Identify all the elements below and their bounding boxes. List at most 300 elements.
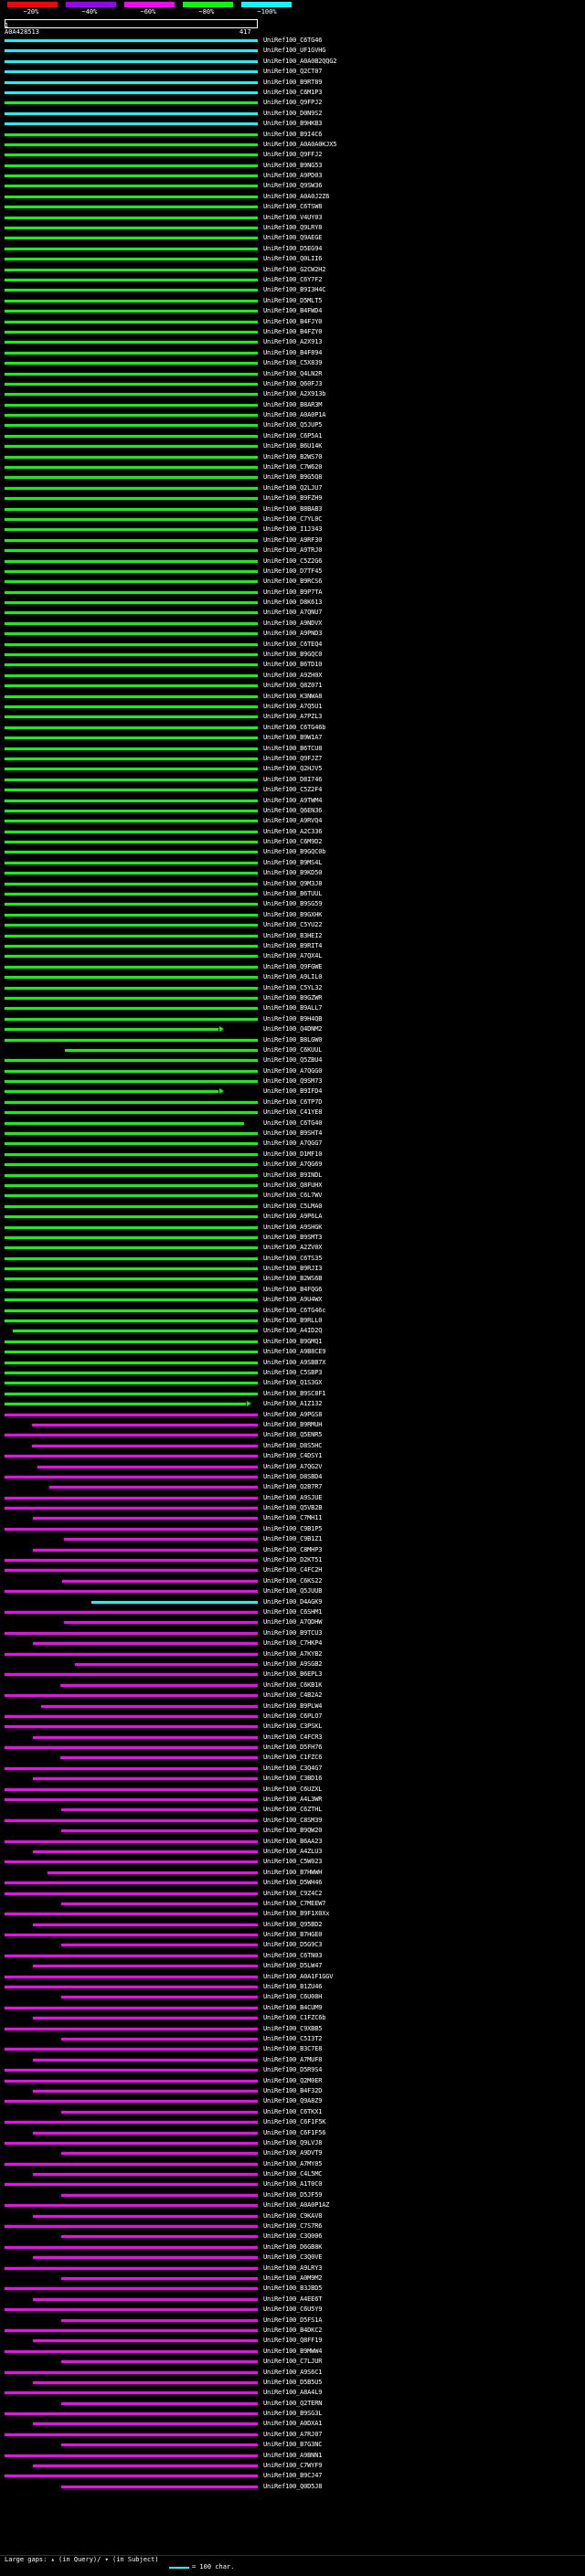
alignment-row[interactable] <box>0 1129 585 1139</box>
alignment-row[interactable] <box>0 1607 585 1617</box>
hit-id-label[interactable]: UniRef100_C6L7WV <box>263 1192 323 1200</box>
hsp-bar[interactable] <box>5 404 258 407</box>
hit-id-label[interactable]: UniRef100_B9FZH9 <box>263 494 323 503</box>
hit-id-label[interactable]: UniRef100_B9RCS6 <box>263 578 323 586</box>
alignment-row[interactable] <box>0 514 585 525</box>
hsp-bar[interactable] <box>33 1924 258 1926</box>
hit-id-label[interactable]: UniRef100_C6PLO7 <box>263 1712 323 1720</box>
hit-id-label[interactable]: UniRef100_B9MWW4 <box>263 2347 323 2355</box>
alignment-row[interactable] <box>0 546 585 556</box>
hsp-bar[interactable] <box>5 352 258 355</box>
hit-id-label[interactable]: UniRef100_C4L5MC <box>263 2170 323 2178</box>
alignment-row[interactable] <box>0 1972 585 1982</box>
alignment-row[interactable] <box>0 1181 585 1191</box>
hsp-bar[interactable] <box>5 70 258 73</box>
hsp-bar[interactable] <box>5 1715 258 1718</box>
hit-id-label[interactable]: UniRef100_D0N9S2 <box>263 109 323 117</box>
alignment-row[interactable] <box>0 1285 585 1295</box>
alignment-row[interactable] <box>0 1014 585 1024</box>
hit-id-label[interactable]: UniRef100_B9TCU3 <box>263 1628 323 1637</box>
alignment-row[interactable] <box>0 2451 585 2461</box>
alignment-row[interactable] <box>0 78 585 88</box>
hsp-bar[interactable] <box>5 2391 258 2394</box>
alignment-row[interactable] <box>0 2388 585 2398</box>
hit-id-label[interactable]: UniRef100_Q4LN2R <box>263 369 323 377</box>
hsp-bar[interactable] <box>5 528 258 531</box>
alignment-row[interactable] <box>0 1712 585 1722</box>
alignment-row[interactable] <box>0 1857 585 1867</box>
hsp-bar[interactable] <box>5 1860 258 1863</box>
alignment-row[interactable] <box>0 202 585 212</box>
alignment-row[interactable] <box>0 140 585 150</box>
hit-id-label[interactable]: UniRef100_Q4DNM2 <box>263 1025 323 1034</box>
hsp-bar[interactable] <box>5 1882 258 1884</box>
alignment-row[interactable] <box>0 567 585 577</box>
hit-id-label[interactable]: UniRef100_C5X839 <box>263 359 323 367</box>
hsp-bar[interactable] <box>75 1663 258 1666</box>
hsp-bar[interactable] <box>33 2215 258 2218</box>
hsp-bar[interactable] <box>5 1080 258 1083</box>
alignment-row[interactable] <box>0 608 585 618</box>
hit-id-label[interactable]: UniRef100_A0M9M2 <box>263 2274 323 2282</box>
hit-id-label[interactable]: UniRef100_C6U5Y9 <box>263 2306 323 2314</box>
alignment-row[interactable] <box>0 1951 585 1961</box>
hit-id-label[interactable]: UniRef100_A0A0B2QQG2 <box>263 57 337 65</box>
alignment-row[interactable] <box>0 1472 585 1482</box>
hit-id-label[interactable]: UniRef100_UF1GVHG <box>263 47 326 55</box>
hsp-bar[interactable] <box>5 580 258 583</box>
hsp-bar[interactable] <box>5 424 258 427</box>
alignment-row[interactable] <box>0 2440 585 2450</box>
hsp-bar[interactable] <box>5 851 258 853</box>
hit-id-label[interactable]: UniRef100_C6TP7D <box>263 1097 323 1106</box>
hit-id-label[interactable]: UniRef100_B9NG53 <box>263 161 323 169</box>
hsp-bar[interactable] <box>5 1528 258 1531</box>
hsp-bar[interactable] <box>61 2486 258 2488</box>
alignment-row[interactable] <box>0 1223 585 1233</box>
hit-id-label[interactable]: UniRef100_C6TG40 <box>263 1118 323 1127</box>
hsp-bar[interactable] <box>61 1829 258 1832</box>
hit-id-label[interactable]: UniRef100_C3PSKL <box>263 1723 323 1731</box>
hit-id-label[interactable]: UniRef100_A7MUF8 <box>263 2055 323 2063</box>
hit-id-label[interactable]: UniRef100_Q9FPJ2 <box>263 99 323 107</box>
hsp-bar[interactable] <box>5 820 258 822</box>
hsp-bar[interactable] <box>62 1580 258 1583</box>
alignment-row[interactable] <box>0 557 585 567</box>
hsp-bar[interactable] <box>5 1694 258 1697</box>
hit-id-label[interactable]: UniRef100_B4FQG6 <box>263 1285 323 1293</box>
alignment-row[interactable] <box>0 598 585 608</box>
hit-id-label[interactable]: UniRef100_C7HKP4 <box>263 1639 323 1648</box>
alignment-row[interactable] <box>0 2169 585 2179</box>
hit-id-label[interactable]: UniRef100_Q9FGWE <box>263 962 323 970</box>
hit-id-label[interactable]: UniRef100_B9IFD4 <box>263 1087 323 1096</box>
alignment-row[interactable] <box>0 910 585 920</box>
hsp-bar[interactable] <box>5 758 258 760</box>
alignment-row[interactable] <box>0 1358 585 1368</box>
alignment-row[interactable] <box>0 1171 585 1181</box>
hsp-bar[interactable] <box>5 779 258 781</box>
hit-id-label[interactable]: UniRef100_C6TKX1 <box>263 2107 323 2115</box>
hsp-bar[interactable] <box>5 1351 258 1353</box>
hsp-bar[interactable] <box>5 705 258 708</box>
alignment-row[interactable] <box>0 2013 585 2023</box>
hsp-bar[interactable] <box>5 1725 258 1728</box>
hit-id-label[interactable]: UniRef100_Q1S3GX <box>263 1379 323 1387</box>
alignment-row[interactable] <box>0 1764 585 1774</box>
hsp-bar[interactable] <box>5 1393 258 1395</box>
hsp-bar[interactable] <box>5 862 258 864</box>
hsp-bar[interactable] <box>61 1903 258 1905</box>
hit-id-label[interactable]: UniRef100_D5FH76 <box>263 1744 323 1752</box>
hit-id-label[interactable]: UniRef100_Q5VB2B <box>263 1504 323 1512</box>
hit-id-label[interactable]: UniRef100_Q6EN36 <box>263 806 323 814</box>
alignment-row[interactable] <box>0 296 585 306</box>
hsp-bar[interactable] <box>61 2402 258 2405</box>
hsp-bar[interactable] <box>5 487 258 490</box>
alignment-row[interactable] <box>0 2336 585 2346</box>
alignment-row[interactable] <box>0 1805 585 1815</box>
alignment-row[interactable] <box>0 1264 585 1274</box>
hit-id-label[interactable]: UniRef100_B9MS4L <box>263 858 323 866</box>
alignment-row[interactable] <box>0 1160 585 1170</box>
hit-id-label[interactable]: UniRef100_B3C7E8 <box>263 2045 323 2053</box>
hit-id-label[interactable]: UniRef100_C8MHP3 <box>263 1545 323 1553</box>
hsp-bar[interactable] <box>5 831 258 833</box>
hsp-bar[interactable] <box>5 1267 258 1270</box>
hit-id-label[interactable]: UniRef100_B9QW20 <box>263 1827 323 1835</box>
alignment-row[interactable] <box>0 1055 585 1065</box>
hit-id-label[interactable]: UniRef100_D5JF59 <box>263 2190 323 2199</box>
alignment-row[interactable] <box>0 660 585 670</box>
hit-id-label[interactable]: UniRef100_C9B1P5 <box>263 1524 323 1532</box>
alignment-row[interactable] <box>0 389 585 399</box>
alignment-row[interactable] <box>0 1295 585 1305</box>
hsp-bar[interactable] <box>64 1621 258 1624</box>
hit-id-label[interactable]: UniRef100_B8AR3M <box>263 400 323 408</box>
hit-id-label[interactable]: UniRef100_A8A4L9 <box>263 2389 323 2397</box>
alignment-row[interactable] <box>0 1451 585 1461</box>
hsp-bar[interactable] <box>5 1059 258 1062</box>
hsp-bar[interactable] <box>5 632 258 635</box>
alignment-row[interactable] <box>0 265 585 275</box>
alignment-row[interactable] <box>0 1733 585 1743</box>
hsp-bar[interactable] <box>41 1705 258 1708</box>
alignment-row[interactable] <box>0 1513 585 1523</box>
hsp-bar[interactable] <box>5 1090 218 1093</box>
hit-id-label[interactable]: UniRef100_C6TS35 <box>263 1254 323 1262</box>
alignment-row[interactable] <box>0 889 585 899</box>
alignment-row[interactable] <box>0 410 585 420</box>
alignment-row[interactable] <box>0 2076 585 2086</box>
hsp-bar[interactable] <box>5 789 258 791</box>
alignment-row[interactable] <box>0 2086 585 2096</box>
hit-id-label[interactable]: UniRef100_B9SG59 <box>263 900 323 908</box>
hit-id-label[interactable]: UniRef100_C41YE8 <box>263 1108 323 1117</box>
hsp-bar[interactable] <box>5 1819 258 1822</box>
alignment-row[interactable] <box>0 2430 585 2440</box>
hit-id-label[interactable]: UniRef100_A9PND3 <box>263 630 323 638</box>
hsp-bar[interactable] <box>5 1798 258 1801</box>
hsp-bar[interactable] <box>5 924 258 927</box>
alignment-row[interactable] <box>0 1035 585 1045</box>
hit-id-label[interactable]: UniRef100_C7MEEW7 <box>263 1899 326 1907</box>
alignment-row[interactable] <box>0 525 585 535</box>
hit-id-label[interactable]: UniRef100_C9KAV8 <box>263 2211 323 2220</box>
alignment-row[interactable] <box>0 1555 585 1565</box>
alignment-row[interactable] <box>0 1108 585 1118</box>
alignment-row[interactable] <box>0 1441 585 1451</box>
hsp-bar[interactable] <box>5 196 258 198</box>
alignment-row[interactable] <box>0 1961 585 1971</box>
hit-id-label[interactable]: UniRef100_B4FZY0 <box>263 327 323 335</box>
hit-id-label[interactable]: UniRef100_C7MH11 <box>263 1514 323 1522</box>
alignment-row[interactable] <box>0 98 585 108</box>
hsp-bar[interactable] <box>5 935 258 938</box>
hit-id-label[interactable]: UniRef100_C6F1F56 <box>263 2128 326 2136</box>
hit-id-label[interactable]: UniRef100_A1Z132 <box>263 1400 323 1408</box>
hsp-bar[interactable] <box>5 1018 258 1021</box>
hit-id-label[interactable]: UniRef100_A2C336 <box>263 827 323 835</box>
alignment-row[interactable] <box>0 723 585 733</box>
hsp-bar[interactable] <box>5 1788 258 1791</box>
hsp-bar[interactable] <box>5 2080 258 2083</box>
hit-id-label[interactable]: UniRef100_Q2CT07 <box>263 68 323 76</box>
hit-id-label[interactable]: UniRef100_C9XBB5 <box>263 2024 323 2032</box>
hsp-bar[interactable] <box>5 800 258 802</box>
hit-id-label[interactable]: UniRef100_A0A0P1AZ <box>263 2201 330 2210</box>
hsp-bar[interactable] <box>5 1288 258 1291</box>
hsp-bar[interactable] <box>5 133 258 136</box>
hit-id-label[interactable]: UniRef100_Q9SW36 <box>263 182 323 190</box>
alignment-row[interactable] <box>0 972 585 982</box>
hit-id-label[interactable]: UniRef100_B9KD50 <box>263 869 323 877</box>
alignment-row[interactable] <box>0 275 585 285</box>
hsp-bar[interactable] <box>5 2183 258 2186</box>
hit-id-label[interactable]: UniRef100_C4FCR3 <box>263 1733 323 1741</box>
alignment-row[interactable] <box>0 1597 585 1607</box>
alignment-row[interactable] <box>0 899 585 909</box>
hit-id-label[interactable]: UniRef100_B4F32D <box>263 2086 323 2094</box>
alignment-row[interactable] <box>0 1243 585 1253</box>
hsp-bar[interactable] <box>5 966 258 969</box>
hit-id-label[interactable]: UniRef100_C6KB1K <box>263 1680 323 1689</box>
hit-id-label[interactable]: UniRef100_A7Q5U1 <box>263 703 323 710</box>
hsp-bar[interactable] <box>5 622 258 625</box>
hsp-bar[interactable] <box>5 2225 258 2228</box>
hit-id-label[interactable]: UniRef100_A2X913 <box>263 338 323 346</box>
hit-id-label[interactable]: UniRef100_B6U14K <box>263 442 323 451</box>
hit-id-label[interactable]: UniRef100_B8BAB3 <box>263 504 323 513</box>
hit-id-label[interactable]: UniRef100_A9BNN1 <box>263 2451 323 2459</box>
hsp-bar[interactable] <box>5 476 258 479</box>
hit-id-label[interactable]: UniRef100_B3HEI2 <box>263 931 323 939</box>
hsp-bar[interactable] <box>61 2194 258 2197</box>
alignment-row[interactable] <box>0 1326 585 1336</box>
alignment-row[interactable] <box>0 400 585 410</box>
hsp-bar[interactable] <box>5 248 258 250</box>
hsp-bar[interactable] <box>5 1507 258 1510</box>
hit-id-label[interactable]: UniRef100_C9B1Z1 <box>263 1535 323 1543</box>
hsp-bar[interactable] <box>33 2173 258 2176</box>
alignment-row[interactable] <box>0 764 585 774</box>
alignment-row[interactable] <box>0 1545 585 1555</box>
hsp-bar[interactable] <box>5 695 258 698</box>
alignment-row[interactable] <box>0 951 585 961</box>
hit-id-label[interactable]: UniRef100_C6TN03 <box>263 1951 323 1959</box>
hsp-bar[interactable] <box>5 2246 258 2249</box>
hsp-bar[interactable] <box>5 258 258 260</box>
hit-id-label[interactable]: UniRef100_C5Z2F4 <box>263 786 323 794</box>
hit-id-label[interactable]: UniRef100_A7PZL3 <box>263 713 323 721</box>
hit-id-label[interactable]: UniRef100_C6P5A1 <box>263 431 323 440</box>
hit-id-label[interactable]: UniRef100_Q60FJ3 <box>263 379 323 387</box>
alignment-row[interactable] <box>0 2419 585 2429</box>
hit-id-label[interactable]: UniRef100_Q5ZBU4 <box>263 1056 323 1065</box>
alignment-row[interactable] <box>0 2179 585 2189</box>
hit-id-label[interactable]: UniRef100_B7G3NC <box>263 2441 323 2449</box>
alignment-row[interactable] <box>0 1274 585 1284</box>
alignment-row[interactable] <box>0 254 585 264</box>
hsp-bar[interactable] <box>5 883 258 885</box>
hit-id-label[interactable]: UniRef100_D5B5U5 <box>263 2378 323 2386</box>
hit-id-label[interactable]: UniRef100_B9PLW4 <box>263 1701 323 1710</box>
hit-id-label[interactable]: UniRef100_C3Q0VE <box>263 2253 323 2262</box>
alignment-row[interactable] <box>0 1659 585 1670</box>
alignment-row[interactable] <box>0 1909 585 1919</box>
hit-id-label[interactable]: UniRef100_B6TCU8 <box>263 744 323 752</box>
alignment-row[interactable] <box>0 192 585 202</box>
alignment-row[interactable] <box>0 1670 585 1680</box>
alignment-row[interactable] <box>0 1389 585 1399</box>
hsp-bar[interactable] <box>5 49 258 52</box>
hit-id-label[interactable]: UniRef100_Q2LJU7 <box>263 483 323 492</box>
alignment-row[interactable] <box>0 379 585 389</box>
hsp-bar[interactable] <box>5 143 258 146</box>
alignment-row[interactable] <box>0 1930 585 1940</box>
hit-id-label[interactable]: UniRef100_B9H4QB <box>263 1014 323 1023</box>
hsp-bar[interactable] <box>61 2360 258 2363</box>
alignment-row[interactable] <box>0 2221 585 2231</box>
alignment-row[interactable] <box>0 1565 585 1575</box>
alignment-row[interactable] <box>0 931 585 941</box>
hit-id-label[interactable]: UniRef100_C4DSY1 <box>263 1452 323 1460</box>
alignment-row[interactable] <box>0 712 585 722</box>
hsp-bar[interactable] <box>5 2412 258 2415</box>
hit-id-label[interactable]: UniRef100_C1FZC6b <box>263 2014 326 2022</box>
hit-id-label[interactable]: UniRef100_B9SC8F1 <box>263 1389 326 1397</box>
alignment-row[interactable] <box>0 1003 585 1013</box>
hsp-bar[interactable] <box>61 2038 258 2041</box>
hsp-bar[interactable] <box>5 1497 258 1500</box>
hsp-bar[interactable] <box>32 1424 258 1426</box>
hsp-bar[interactable] <box>33 2298 258 2301</box>
hsp-bar[interactable] <box>5 1341 258 1343</box>
hit-id-label[interactable]: UniRef100_Q5ENR5 <box>263 1431 323 1439</box>
alignment-row[interactable] <box>0 2316 585 2326</box>
hsp-bar[interactable] <box>5 1673 258 1676</box>
alignment-row[interactable] <box>0 2003 585 2013</box>
hsp-bar[interactable] <box>5 1039 258 1042</box>
hit-id-label[interactable]: UniRef100_V4UY03 <box>263 213 323 221</box>
alignment-row[interactable] <box>0 1212 585 1222</box>
alignment-row[interactable] <box>0 2347 585 2357</box>
hsp-bar[interactable] <box>33 1850 258 1853</box>
hsp-bar[interactable] <box>60 1684 258 1687</box>
hit-id-label[interactable]: UniRef100_B9ALL7 <box>263 1004 323 1012</box>
hit-id-label[interactable]: UniRef100_D4AGK9 <box>263 1597 323 1606</box>
alignment-row[interactable] <box>0 619 585 629</box>
alignment-row[interactable] <box>0 1868 585 1878</box>
hit-id-label[interactable]: UniRef100_C6TG46b <box>263 723 326 731</box>
hit-id-label[interactable]: UniRef100_A7QGG7 <box>263 1140 323 1148</box>
hit-id-label[interactable]: UniRef100_B9CJ47 <box>263 2472 323 2480</box>
hsp-bar[interactable] <box>5 2329 258 2332</box>
hit-id-label[interactable]: UniRef100_A4EE6T <box>263 2295 323 2303</box>
hsp-bar[interactable] <box>5 1934 258 1936</box>
alignment-row[interactable] <box>0 847 585 857</box>
hit-id-label[interactable]: UniRef100_C3Q006 <box>263 2232 323 2241</box>
alignment-row[interactable] <box>0 1347 585 1357</box>
hsp-bar[interactable] <box>5 1205 258 1208</box>
alignment-row[interactable] <box>0 233 585 243</box>
alignment-row[interactable] <box>0 1837 585 1847</box>
alignment-row[interactable] <box>0 2024 585 2034</box>
hsp-bar[interactable] <box>5 1174 258 1177</box>
hit-id-label[interactable]: UniRef100_Q2M0ER <box>263 2076 323 2084</box>
hit-id-label[interactable]: UniRef100_B4CUM9 <box>263 2003 323 2011</box>
alignment-row[interactable] <box>0 1202 585 1212</box>
hsp-bar[interactable] <box>33 2465 258 2467</box>
hsp-bar[interactable] <box>5 841 258 843</box>
hsp-bar[interactable] <box>5 2007 258 2009</box>
alignment-row[interactable] <box>0 452 585 462</box>
hsp-bar[interactable] <box>5 1476 258 1479</box>
hsp-bar[interactable] <box>5 310 258 313</box>
hit-id-label[interactable]: UniRef100_Q2B7R7 <box>263 1483 323 1491</box>
hit-id-label[interactable]: UniRef100_K3NWA8 <box>263 692 323 700</box>
hit-id-label[interactable]: UniRef100_B9HKB3 <box>263 120 323 128</box>
hit-id-label[interactable]: UniRef100_C6TSW8 <box>263 203 323 211</box>
alignment-row[interactable] <box>0 837 585 847</box>
hsp-bar[interactable] <box>5 591 258 594</box>
hit-id-label[interactable]: UniRef100_A4ID2Q <box>263 1327 323 1335</box>
hit-id-label[interactable]: UniRef100_D8I746 <box>263 775 323 783</box>
alignment-row[interactable] <box>0 1191 585 1201</box>
alignment-row[interactable] <box>0 2399 585 2409</box>
alignment-row[interactable] <box>0 754 585 764</box>
hit-id-label[interactable]: UniRef100_A7QG69 <box>263 1161 323 1169</box>
hsp-bar[interactable] <box>5 2163 258 2166</box>
alignment-row[interactable] <box>0 941 585 951</box>
alignment-row[interactable] <box>0 327 585 337</box>
alignment-row[interactable] <box>0 2357 585 2367</box>
hsp-bar[interactable] <box>5 1559 258 1562</box>
hsp-bar[interactable] <box>33 2422 258 2425</box>
alignment-row[interactable] <box>0 962 585 972</box>
hit-id-label[interactable]: UniRef100_C9Z4C2 <box>263 1889 323 1897</box>
hsp-bar[interactable] <box>5 1122 244 1125</box>
hit-id-label[interactable]: UniRef100_Q9M3J8 <box>263 879 323 887</box>
alignment-row[interactable] <box>0 692 585 702</box>
hsp-bar[interactable] <box>5 1184 258 1187</box>
hit-id-label[interactable]: UniRef100_A2ZV0X <box>263 1244 323 1252</box>
hsp-bar[interactable] <box>61 2111 258 2114</box>
alignment-row[interactable] <box>0 2231 585 2242</box>
hit-id-label[interactable]: UniRef100_G2CW2H2 <box>263 265 326 273</box>
hsp-bar[interactable] <box>5 383 258 386</box>
hsp-bar[interactable] <box>13 1330 258 1332</box>
